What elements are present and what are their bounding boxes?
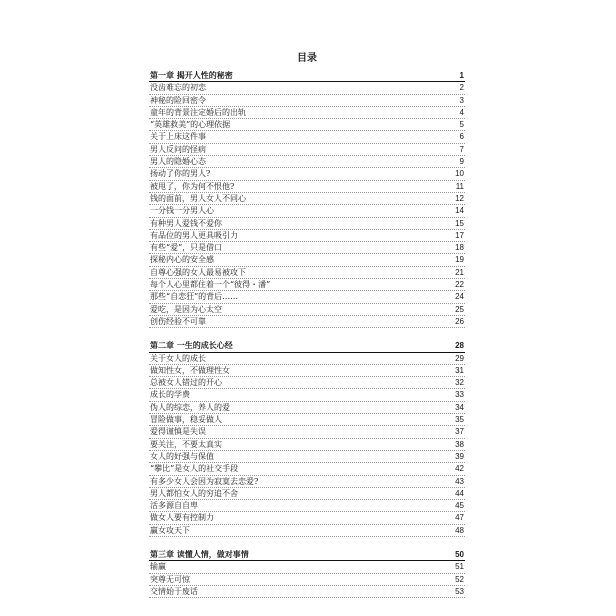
toc-entry-page-number: 25 xyxy=(455,304,464,314)
section-gap xyxy=(149,537,465,549)
toc-entry-page-number: 17 xyxy=(455,230,464,240)
toc-entry-label: 做知性女，不做理性女 xyxy=(150,365,230,375)
toc-entry-label: 女人的好强与保值 xyxy=(150,451,214,461)
toc-entry-label: 关于女人的成长 xyxy=(150,353,206,363)
toc-entry[interactable] xyxy=(149,131,465,143)
toc-list xyxy=(149,70,465,598)
toc-entry-label: 赢女攻天下 xyxy=(150,525,190,535)
toc-entry-page-number: 22 xyxy=(455,280,464,290)
toc-entry-page-number: 11 xyxy=(455,181,464,191)
toc-entry-page-number: 48 xyxy=(455,525,464,535)
toc-entry[interactable] xyxy=(149,353,465,365)
toc-entry-page-number: 12 xyxy=(455,193,464,203)
toc-entry[interactable] xyxy=(149,144,465,156)
toc-entry[interactable] xyxy=(149,488,465,500)
toc-entry-page-number: 2 xyxy=(459,83,464,93)
section-gap xyxy=(149,328,465,340)
toc-entry[interactable] xyxy=(149,525,465,537)
toc-entry-page-number: 34 xyxy=(455,402,464,412)
toc-entry-page-number: 21 xyxy=(455,267,464,277)
toc-entry-label: 扬动了你的男人? xyxy=(150,169,211,179)
chapter-heading-label: 第三章 读懂人情，做对事情 xyxy=(150,548,249,559)
toc-entry-label: 活多源自自卑 xyxy=(150,501,198,511)
toc-entry-label: 钱的面前，男人女人不同心 xyxy=(150,193,246,203)
toc-entry-label: 成长的学费 xyxy=(150,390,190,400)
toc-entry-label: 有多少女人会因为寂寞去恋爱? xyxy=(150,476,259,486)
toc-entry[interactable] xyxy=(149,304,465,316)
toc-entry-page-number: 52 xyxy=(455,574,464,584)
toc-entry-label: 有品位的男人更具吸引力 xyxy=(150,230,238,240)
toc-page xyxy=(149,50,465,598)
chapter-heading-label: 第二章 一生的成长心经 xyxy=(150,340,233,351)
toc-entry-label: 有种男人爱钱不爱你 xyxy=(150,218,222,228)
toc-entry[interactable] xyxy=(149,500,465,512)
toc-entry-label: 神秘的险回密令 xyxy=(150,95,206,105)
toc-entry-page-number: 9 xyxy=(459,157,464,167)
toc-entry-label: 做女人要有控制力 xyxy=(150,513,214,523)
toc-entry-label: 被甩了，你为何不恨他? xyxy=(150,181,235,191)
toc-entry[interactable] xyxy=(149,193,465,205)
toc-entry-page-number: 5 xyxy=(459,120,464,130)
chapter-heading[interactable] xyxy=(149,340,465,352)
toc-entry[interactable] xyxy=(149,561,465,573)
toc-entry-page-number: 6 xyxy=(459,132,464,142)
toc-entry[interactable] xyxy=(149,181,465,193)
toc-entry-page-number: 14 xyxy=(455,206,464,216)
toc-entry-page-number: 18 xyxy=(455,243,464,253)
toc-entry[interactable] xyxy=(149,512,465,524)
toc-entry-label: 总被女人错过的开心 xyxy=(150,378,222,388)
toc-entry-label: 自尊心强的女人最易被攻下 xyxy=(150,267,246,277)
chapter-heading-page-number: 28 xyxy=(455,341,464,351)
toc-entry-label: 冒险做事，稳妥做人 xyxy=(150,415,222,425)
toc-entry-page-number: 37 xyxy=(455,427,464,437)
toc-entry-page-number: 29 xyxy=(455,353,464,363)
toc-entry-label: 每个人心里都住着一个“彼得・潘” xyxy=(150,280,271,290)
toc-entry-label: 男人反问的怪病 xyxy=(150,144,206,154)
chapter-heading[interactable] xyxy=(149,70,465,82)
toc-entry[interactable] xyxy=(149,291,465,303)
toc-entry[interactable] xyxy=(149,426,465,438)
toc-entry[interactable] xyxy=(149,463,465,475)
toc-entry-page-number: 39 xyxy=(455,451,464,461)
toc-entry-page-number: 3 xyxy=(459,95,464,105)
toc-entry[interactable] xyxy=(149,451,465,463)
toc-entry-page-number: 19 xyxy=(455,255,464,265)
toc-entry-label: 探秘内心的安全感 xyxy=(150,255,214,265)
chapter-heading-page-number: 1 xyxy=(459,71,464,80)
toc-entry-label: 那些“自恋狂”的背后…… xyxy=(150,292,239,302)
toc-entry-label: 没齿难忘的初恋 xyxy=(150,83,206,93)
toc-entry-label: 童年的背景注定婚后的出轨 xyxy=(150,107,246,117)
toc-entry-page-number: 15 xyxy=(455,218,464,228)
toc-entry-page-number: 33 xyxy=(455,390,464,400)
toc-entry[interactable] xyxy=(149,205,465,217)
toc-entry-page-number: 44 xyxy=(455,488,464,498)
toc-entry[interactable] xyxy=(149,365,465,377)
toc-entry[interactable] xyxy=(149,242,465,254)
toc-entry[interactable] xyxy=(149,439,465,451)
toc-entry[interactable] xyxy=(149,316,465,328)
toc-entry-label: 关于上床这件事 xyxy=(150,132,206,142)
toc-title: 目录 xyxy=(297,53,317,64)
toc-entry-page-number: 38 xyxy=(455,439,464,449)
toc-entry-page-number: 10 xyxy=(455,169,464,179)
toc-entry[interactable] xyxy=(149,95,465,107)
toc-entry-page-number: 31 xyxy=(455,365,464,375)
toc-entry-label: 交情始于废话 xyxy=(150,586,198,596)
toc-entry-page-number: 45 xyxy=(455,501,464,511)
toc-entry[interactable] xyxy=(149,156,465,168)
toc-entry-label: 有些“爱”，只是借口 xyxy=(150,243,223,253)
toc-entry-page-number: 7 xyxy=(459,144,464,154)
toc-entry-page-number: 53 xyxy=(455,586,464,596)
chapter-heading[interactable] xyxy=(149,549,465,561)
chapter-heading-label: 第一章 揭开人性的秘密 xyxy=(150,70,233,80)
toc-entry[interactable] xyxy=(149,279,465,291)
toc-entry-page-number: 32 xyxy=(455,378,464,388)
toc-entry[interactable] xyxy=(149,218,465,230)
toc-entry-label: 爱吃，是因为心太空 xyxy=(150,304,222,314)
toc-entry-label: 伪人的综恋，养人的爱 xyxy=(150,402,230,412)
toc-entry-page-number: 43 xyxy=(455,476,464,486)
toc-entry[interactable] xyxy=(149,254,465,266)
toc-entry-label: 突尊无可惊 xyxy=(150,574,190,584)
toc-entry[interactable] xyxy=(149,476,465,488)
toc-entry-page-number: 26 xyxy=(455,316,464,326)
toc-entry[interactable] xyxy=(149,230,465,242)
toc-entry[interactable] xyxy=(149,586,465,598)
toc-entry-label: 爱得谨慎是失误 xyxy=(150,427,206,437)
toc-entry-label: 男人的隐婚心态 xyxy=(150,157,206,167)
toc-entry[interactable] xyxy=(149,107,465,119)
toc-entry-label: 要关注，不要太真实 xyxy=(150,439,222,449)
toc-entry-page-number: 47 xyxy=(455,513,464,523)
toc-entry[interactable] xyxy=(149,119,465,131)
toc-entry[interactable] xyxy=(149,389,465,401)
toc-entry-label: 创伤经验不可靠 xyxy=(150,316,206,326)
toc-entry-page-number: 4 xyxy=(459,107,464,117)
toc-entry-page-number: 35 xyxy=(455,415,464,425)
toc-entry-label: 输赢 xyxy=(150,562,166,572)
toc-entry[interactable] xyxy=(149,168,465,180)
toc-entry-label: 一分钱一分男人心 xyxy=(150,206,214,216)
chapter-heading-page-number: 50 xyxy=(455,549,464,559)
toc-entry-page-number: 24 xyxy=(455,292,464,302)
toc-entry-label: “攀比”是女人的社交手段 xyxy=(150,464,239,474)
toc-entry-label: 男人都怕女人的穷追不舍 xyxy=(150,488,238,498)
toc-entry[interactable] xyxy=(149,414,465,426)
toc-entry[interactable] xyxy=(149,267,465,279)
toc-entry[interactable] xyxy=(149,82,465,94)
toc-entry[interactable] xyxy=(149,574,465,586)
toc-entry[interactable] xyxy=(149,402,465,414)
toc-entry-label: “英雄救美”的心理依据 xyxy=(150,120,231,130)
toc-entry[interactable] xyxy=(149,377,465,389)
toc-entry-page-number: 51 xyxy=(455,562,464,572)
toc-entry-page-number: 42 xyxy=(455,464,464,474)
